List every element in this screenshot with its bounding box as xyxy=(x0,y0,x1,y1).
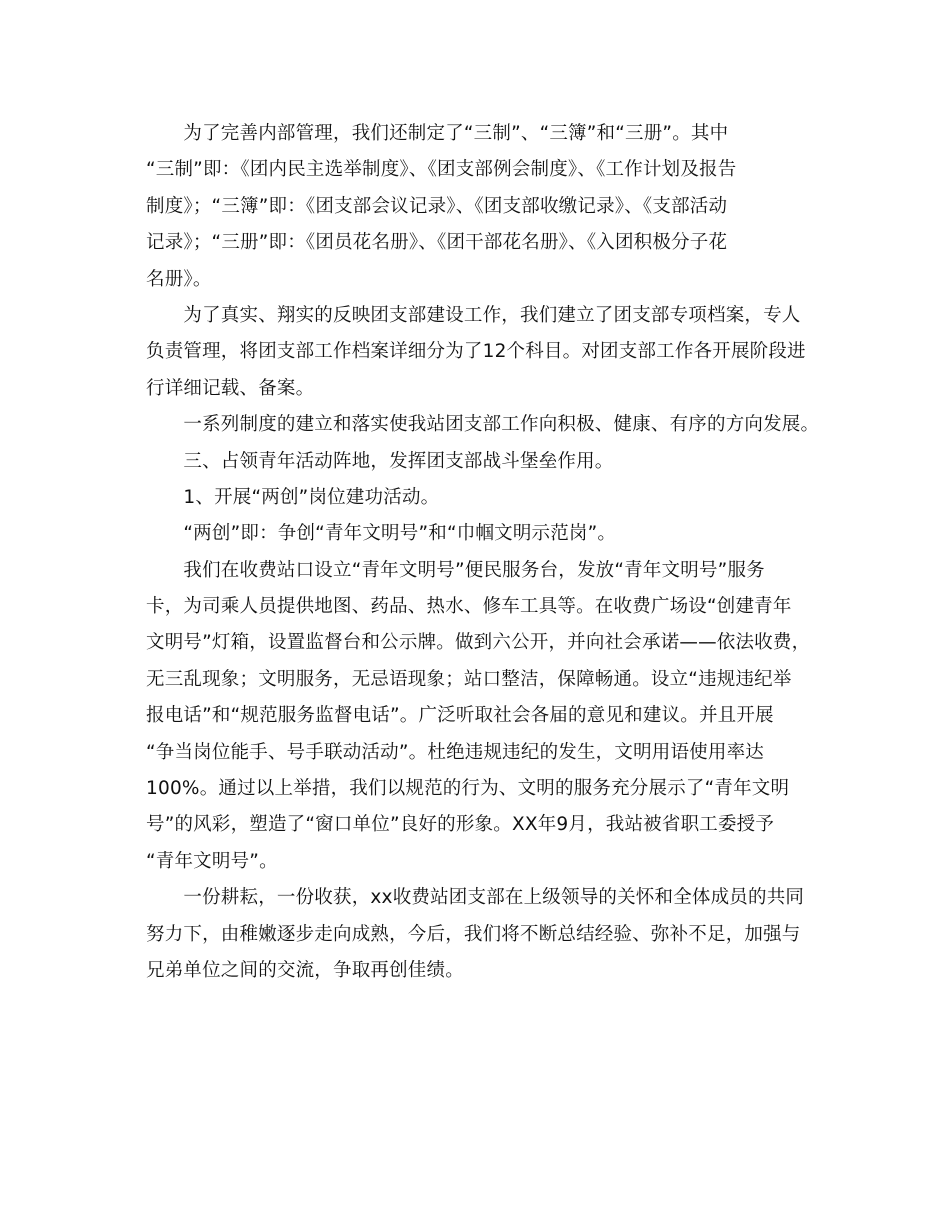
text-line: 1、开展“两创”岗位建功活动。 xyxy=(146,486,440,508)
text-line: “三制”即：《团内民主选举制度》、《团支部例会制度》、《工作计划及报告 xyxy=(146,159,737,181)
text-line: 为了完善内部管理，我们还制定了“三制”、“三簿”和“三册”。其中 xyxy=(146,123,729,144)
text-line: 行详细记载、备案。 xyxy=(146,377,315,399)
text-line: 为了真实、翔实的反映团支部建设工作，我们建立了团支部专项档案，专人 xyxy=(146,304,801,326)
text-line: 一份耕耘，一份收获，xx收费站团支部在上级领导的关怀和全体成员的共同 xyxy=(146,887,805,909)
text-line: 文明号”灯箱，设置监督台和公示牌。做到六公开，并向社会承诺——依法收费， xyxy=(146,632,811,654)
text-line: 一系列制度的建立和落实使我站团支部工作向积极、健康、有序的方向发展。 xyxy=(146,414,820,436)
text-line: 三、占领青年活动阵地，发挥团支部战斗堡垒作用。 xyxy=(146,450,614,472)
text-line: “青年文明号”。 xyxy=(146,850,278,872)
text-line: 制度》；“三簿”即：《团支部会议记录》、《团支部收缴记录》、《支部活动 xyxy=(146,195,728,217)
text-line: 我们在收费站口设立“青年文明号”便民服务台，发放“青年文明号”服务 xyxy=(146,559,765,581)
text-line: “两创”即：争创“青年文明号”和“巾帼文明示范岗”。 xyxy=(146,523,617,545)
text-line: 卡，为司乘人员提供地图、药品、热水、修车工具等。在收费广场设“创建青年 xyxy=(146,596,792,618)
text-line: 名册》。 xyxy=(146,268,212,290)
text-line: 兄弟单位之间的交流，争取再创佳绩。 xyxy=(146,959,464,981)
text-line: “争当岗位能手、号手联动活动”。杜绝违规违纪的发生，文明用语使用率达 xyxy=(146,741,764,763)
text-line: 号”的风彩，塑造了“窗口单位”良好的形象。XX年9月，我站被省职工委授予 xyxy=(146,814,775,836)
text-line: 努力下，由稚嫩逐步走向成熟，今后，我们将不断总结经验、弥补不足，加强与 xyxy=(146,923,801,945)
text-line: 100%。通过以上举措，我们以规范的行为、文明的服务充分展示了“青年文明 xyxy=(146,778,790,800)
document-body xyxy=(146,116,820,989)
text-line: 记录》；“三册”即：《团员花名册》、《团干部花名册》、《入团积极分子花 xyxy=(146,232,728,254)
text-line: 无三乱现象；文明服务，无忌语现象；站口整洁，保障畅通。设立“违规违纪举 xyxy=(146,668,792,690)
text-line: 报电话”和“规范服务监督电话”。广泛听取社会各届的意见和建议。并且开展 xyxy=(146,705,774,727)
text-line: 负责管理，将团支部工作档案详细分为了12个科目。对团支部工作各开展阶段进 xyxy=(146,341,806,363)
